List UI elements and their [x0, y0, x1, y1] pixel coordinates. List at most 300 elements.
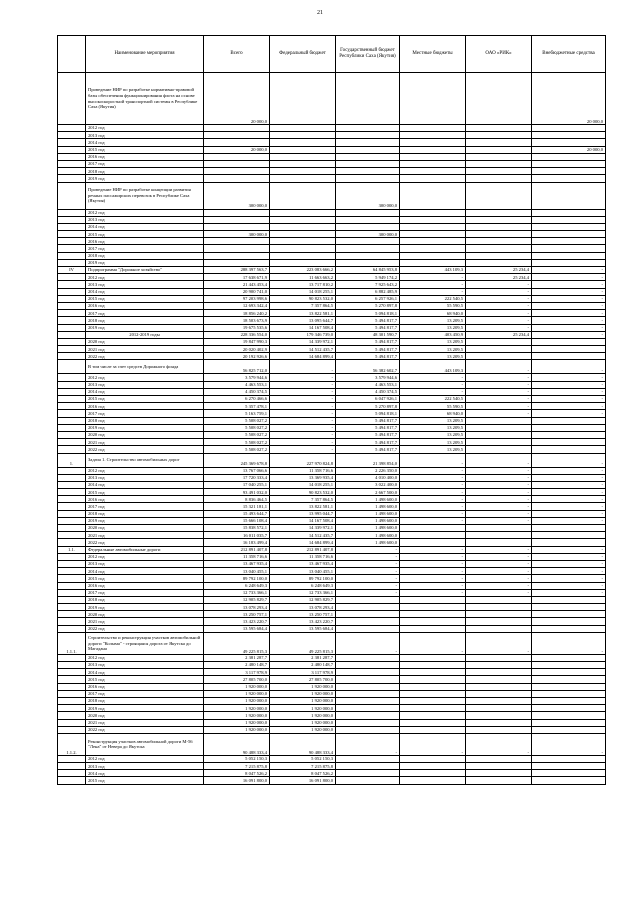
value-cell: 17 040 255,1	[204, 481, 270, 488]
row-label-cell: 2015 год	[86, 777, 204, 784]
value-cell	[532, 231, 606, 238]
row-label-cell: 2021 год	[86, 346, 204, 353]
value-cell: 1 920 000,0	[204, 705, 270, 712]
value-cell: 13 209,5	[400, 346, 466, 353]
row-number-cell	[58, 424, 86, 431]
value-cell	[270, 238, 336, 245]
value-cell	[532, 338, 606, 345]
value-cell	[532, 139, 606, 146]
row-label-cell: 2022 год	[86, 539, 204, 546]
value-cell: 1 498 600,0	[336, 510, 400, 517]
value-cell: 2 381 287,7	[270, 654, 336, 661]
value-cell: 4 463 553,1	[336, 381, 400, 388]
row-label-cell: 2013 год	[86, 662, 204, 669]
value-cell: 13 467 935,4	[270, 560, 336, 567]
value-cell: 13 822 581,1	[270, 503, 336, 510]
value-cell	[466, 175, 532, 182]
row-number-cell	[58, 295, 86, 302]
value-cell	[400, 755, 466, 762]
value-cell: 13 369 935,4	[270, 474, 336, 481]
value-cell	[336, 252, 400, 259]
value-cell	[466, 726, 532, 733]
table-row	[58, 474, 606, 481]
value-cell: 222 540,5	[400, 396, 466, 403]
row-label-cell: 2019 год	[86, 424, 204, 431]
value-cell: 97 203 998,6	[204, 295, 270, 302]
value-cell	[204, 139, 270, 146]
value-cell: 245 369 678,8	[204, 453, 270, 467]
value-cell	[532, 216, 606, 223]
value-cell: 16 183 499,4	[204, 539, 270, 546]
value-cell	[270, 153, 336, 160]
table-row	[58, 625, 606, 632]
value-cell	[532, 532, 606, 539]
value-cell: 20 000,0	[204, 146, 270, 153]
row-label-cell: В том числе за счет средств Дорожного фонда	[86, 360, 204, 374]
value-cell: -	[336, 568, 400, 575]
value-cell: -	[466, 474, 532, 481]
value-cell: 5 494 817,7	[336, 446, 400, 453]
value-cell	[466, 446, 532, 453]
value-cell: 20 900 741,0	[204, 288, 270, 295]
row-number-cell	[58, 302, 86, 309]
value-cell: -	[400, 453, 466, 467]
value-cell	[532, 182, 606, 209]
row-label-cell: 2015 год	[86, 676, 204, 683]
value-cell: 2 381 287,7	[204, 654, 270, 661]
table-row	[58, 618, 606, 625]
value-cell	[204, 238, 270, 245]
value-cell: 3 022 400,0	[336, 481, 400, 488]
value-cell	[336, 719, 400, 726]
table-row	[58, 733, 606, 755]
value-cell: 19 847 990,3	[204, 338, 270, 345]
row-number-cell	[58, 403, 86, 410]
table-row	[58, 662, 606, 669]
table-row	[58, 160, 606, 167]
value-cell	[466, 153, 532, 160]
value-cell	[400, 532, 466, 539]
value-cell	[204, 209, 270, 216]
row-number-cell	[58, 662, 86, 669]
value-cell: -	[532, 489, 606, 496]
value-cell: -	[400, 281, 466, 288]
table-row	[58, 381, 606, 388]
row-number-cell	[58, 245, 86, 252]
value-cell: -	[466, 553, 532, 560]
row-number-cell	[58, 410, 86, 417]
table-row	[58, 331, 606, 338]
value-cell: 15 493 644,7	[204, 510, 270, 517]
table-row	[58, 676, 606, 683]
value-cell: -	[270, 403, 336, 410]
value-cell: -	[532, 396, 606, 403]
value-cell: 223 083 666,2	[270, 267, 336, 274]
value-cell: -	[532, 553, 606, 560]
value-cell	[532, 719, 606, 726]
value-cell: -	[466, 310, 532, 317]
value-cell: 13 822 581,1	[270, 310, 336, 317]
table-row	[58, 182, 606, 209]
value-cell: -	[532, 403, 606, 410]
value-cell: -	[532, 568, 606, 575]
value-cell	[466, 132, 532, 139]
row-number-cell	[58, 274, 86, 281]
row-label-cell: 2014 год	[86, 139, 204, 146]
value-cell: 300 000,0	[336, 231, 400, 238]
value-cell	[336, 690, 400, 697]
table-row	[58, 481, 606, 488]
value-cell	[270, 168, 336, 175]
value-cell: 8 047 526,2	[270, 770, 336, 777]
row-label-cell: 2014 год	[86, 669, 204, 676]
value-cell: 5 508 027,2	[204, 424, 270, 431]
value-cell: 13 209,5	[400, 317, 466, 324]
table-row	[58, 231, 606, 238]
value-cell	[336, 146, 400, 153]
value-cell	[466, 596, 532, 603]
value-cell	[466, 763, 532, 770]
row-number-cell	[58, 568, 86, 575]
value-cell: -	[270, 424, 336, 431]
row-number-cell	[58, 539, 86, 546]
value-cell: 13 209,5	[400, 324, 466, 331]
value-cell	[336, 209, 400, 216]
value-cell: -	[532, 503, 606, 510]
row-number-cell	[58, 712, 86, 719]
value-cell	[400, 662, 466, 669]
value-cell: 1 920 000,0	[204, 690, 270, 697]
row-label-cell: 2013 год	[86, 281, 204, 288]
value-cell: 90 488 333,4	[204, 733, 270, 755]
value-cell: -	[466, 381, 532, 388]
value-cell	[336, 712, 400, 719]
table-row	[58, 168, 606, 175]
value-cell: -	[466, 568, 532, 575]
table-row	[58, 396, 606, 403]
value-cell	[532, 417, 606, 424]
value-cell: -	[466, 288, 532, 295]
table-row	[58, 153, 606, 160]
value-cell: -	[400, 582, 466, 589]
value-cell	[336, 175, 400, 182]
value-cell: -	[400, 517, 466, 524]
value-cell	[204, 168, 270, 175]
row-label-cell: 2019 год	[86, 259, 204, 266]
value-cell: 64 845 953,8	[336, 267, 400, 274]
table-row	[58, 252, 606, 259]
row-number-cell	[58, 654, 86, 661]
row-label-cell: 2014 год	[86, 288, 204, 295]
value-cell	[532, 618, 606, 625]
value-cell: 14 339 972,1	[270, 338, 336, 345]
value-cell: -	[466, 396, 532, 403]
value-cell	[532, 209, 606, 216]
row-label-cell: 2017 год	[86, 690, 204, 697]
value-cell	[466, 431, 532, 438]
value-cell: -	[270, 381, 336, 388]
value-cell	[400, 770, 466, 777]
row-number-cell: 1.1.1.	[58, 632, 86, 654]
value-cell	[400, 252, 466, 259]
value-cell	[532, 153, 606, 160]
value-cell: 179 346 739,0	[270, 331, 336, 338]
value-cell: 55 590,5	[400, 403, 466, 410]
value-cell: 14 018 255,1	[270, 288, 336, 295]
value-cell: -	[532, 496, 606, 503]
table-row	[58, 589, 606, 596]
value-cell	[532, 525, 606, 532]
row-number-cell	[58, 168, 86, 175]
value-cell	[532, 238, 606, 245]
value-cell: -	[466, 496, 532, 503]
value-cell: -	[336, 733, 400, 755]
value-cell	[532, 160, 606, 167]
value-cell	[336, 132, 400, 139]
value-cell	[466, 252, 532, 259]
value-cell: 1 920 000,0	[270, 683, 336, 690]
table-row	[58, 216, 606, 223]
value-cell	[336, 683, 400, 690]
value-cell: -	[270, 374, 336, 381]
value-cell: 12 733 366,1	[204, 589, 270, 596]
value-cell	[204, 259, 270, 266]
value-cell: 3 579 944,6	[336, 374, 400, 381]
value-cell: 5 508 027,2	[204, 439, 270, 446]
value-cell	[270, 146, 336, 153]
value-cell: -	[532, 481, 606, 488]
table-row	[58, 374, 606, 381]
table-row	[58, 453, 606, 467]
value-cell: 89 792 100,0	[270, 575, 336, 582]
value-cell: 12 905 829,7	[270, 596, 336, 603]
value-cell: 19 675 535,6	[204, 324, 270, 331]
value-cell: 56 382 602,7	[336, 360, 400, 374]
row-label-cell: 2021 год	[86, 439, 204, 446]
value-cell: 7 925 643,2	[336, 281, 400, 288]
value-cell: -	[336, 560, 400, 567]
value-cell	[466, 417, 532, 424]
value-cell: 2 667 500,0	[336, 489, 400, 496]
value-cell	[400, 654, 466, 661]
row-number-cell: 1.1.2.	[58, 733, 86, 755]
table-row	[58, 295, 606, 302]
value-cell	[532, 539, 606, 546]
table-row	[58, 532, 606, 539]
row-label-cell: 2016 год	[86, 683, 204, 690]
value-cell: 13 467 935,4	[204, 560, 270, 567]
value-cell: 5 270 897,8	[336, 403, 400, 410]
row-label-cell: 2015 год	[86, 295, 204, 302]
row-label-cell: 2019 год	[86, 705, 204, 712]
row-number-cell	[58, 489, 86, 496]
value-cell: -	[532, 288, 606, 295]
row-label-cell: 2017 год	[86, 160, 204, 167]
value-cell	[400, 763, 466, 770]
row-label-cell: 2012 год	[86, 125, 204, 132]
value-cell	[532, 252, 606, 259]
value-cell	[270, 125, 336, 132]
row-label-cell: 2016 год	[86, 153, 204, 160]
value-cell: -	[532, 582, 606, 589]
row-number-cell	[58, 381, 86, 388]
value-cell	[336, 669, 400, 676]
row-number-cell	[58, 467, 86, 474]
table-row	[58, 288, 606, 295]
value-cell	[532, 125, 606, 132]
row-label-cell: 2013 год	[86, 560, 204, 567]
value-cell: -	[532, 317, 606, 324]
value-cell	[532, 596, 606, 603]
row-number-cell	[58, 446, 86, 453]
value-cell	[466, 525, 532, 532]
value-cell	[270, 231, 336, 238]
value-cell: 20 000,0	[204, 73, 270, 125]
value-cell: 89 792 100,0	[204, 575, 270, 582]
value-cell	[532, 259, 606, 266]
value-cell	[336, 662, 400, 669]
value-cell: 5 494 817,7	[336, 338, 400, 345]
value-cell: 13 595 684,4	[204, 625, 270, 632]
value-cell	[466, 139, 532, 146]
value-cell: -	[532, 632, 606, 654]
value-cell: 1 920 000,0	[204, 719, 270, 726]
row-number-cell	[58, 317, 86, 324]
value-cell	[532, 245, 606, 252]
table-row	[58, 238, 606, 245]
row-number-cell	[58, 575, 86, 582]
row-number-cell	[58, 223, 86, 230]
value-cell: 4 450 374,5	[204, 388, 270, 395]
value-cell: 16 011 035,7	[204, 532, 270, 539]
row-label-cell: 2013 год	[86, 216, 204, 223]
value-cell	[204, 175, 270, 182]
row-number-cell	[58, 690, 86, 697]
value-cell: 11 358 716,6	[270, 553, 336, 560]
row-number-cell	[58, 625, 86, 632]
value-cell: 15 838 572,1	[204, 525, 270, 532]
row-number-cell	[58, 525, 86, 532]
row-number-cell	[58, 669, 86, 676]
value-cell	[466, 539, 532, 546]
row-number-cell	[58, 331, 86, 338]
value-cell: -	[466, 546, 532, 553]
value-cell	[532, 625, 606, 632]
value-cell	[466, 73, 532, 125]
value-cell: -	[466, 510, 532, 517]
value-cell	[466, 755, 532, 762]
value-cell	[270, 223, 336, 230]
value-cell: -	[270, 360, 336, 374]
value-cell	[466, 245, 532, 252]
value-cell: 20 020 402,9	[204, 346, 270, 353]
row-number-cell	[58, 360, 86, 374]
value-cell: 13 040 455,1	[204, 568, 270, 575]
value-cell: 5 163 759,1	[204, 410, 270, 417]
value-cell: -	[400, 575, 466, 582]
row-label-cell: 2012 год	[86, 209, 204, 216]
table-row	[58, 467, 606, 474]
row-label-cell: 2020 год	[86, 431, 204, 438]
value-cell: 25 234,4	[466, 267, 532, 274]
value-cell: -	[400, 560, 466, 567]
value-cell: 13 040 455,1	[270, 568, 336, 575]
value-cell: -	[532, 467, 606, 474]
row-label-cell: 2012 год	[86, 654, 204, 661]
value-cell: 20 192 926,6	[204, 353, 270, 360]
value-cell: -	[336, 589, 400, 596]
table-row	[58, 281, 606, 288]
value-cell: 2 226 350,0	[336, 467, 400, 474]
value-cell	[336, 755, 400, 762]
value-cell: -	[400, 568, 466, 575]
value-cell: 49 225 815,3	[204, 632, 270, 654]
table-row	[58, 770, 606, 777]
row-label-cell: 2015 год	[86, 575, 204, 582]
value-cell: 5 494 817,7	[336, 317, 400, 324]
row-label-cell: 2015 год	[86, 231, 204, 238]
value-cell: -	[532, 274, 606, 281]
value-cell: -	[532, 733, 606, 755]
value-cell	[466, 697, 532, 704]
value-cell	[400, 669, 466, 676]
value-cell: -	[466, 302, 532, 309]
value-cell: 17 638 671,9	[204, 274, 270, 281]
value-cell: -	[532, 510, 606, 517]
value-cell: -	[466, 374, 532, 381]
table-row	[58, 139, 606, 146]
row-label-cell: 2022 год	[86, 446, 204, 453]
value-cell	[400, 539, 466, 546]
value-cell: 27 805 700,0	[270, 676, 336, 683]
table-row	[58, 596, 606, 603]
value-cell	[400, 231, 466, 238]
value-cell	[336, 654, 400, 661]
table-row	[58, 496, 606, 503]
value-cell: 8 047 526,2	[204, 770, 270, 777]
value-cell: 6 882 485,9	[336, 288, 400, 295]
value-cell: -	[532, 331, 606, 338]
table-row	[58, 611, 606, 618]
header-cell: Внебюджетные средства	[532, 36, 606, 73]
row-number-cell	[58, 175, 86, 182]
value-cell: 6 270 466,6	[204, 396, 270, 403]
value-cell: 3 117 978,9	[270, 669, 336, 676]
value-cell	[532, 669, 606, 676]
table-row	[58, 274, 606, 281]
row-label-cell: 2012 год	[86, 553, 204, 560]
value-cell	[270, 73, 336, 125]
value-cell	[466, 683, 532, 690]
value-cell: 5 494 817,7	[336, 417, 400, 424]
row-number-cell	[58, 582, 86, 589]
row-label-cell: 2021 год	[86, 532, 204, 539]
value-cell: 13 717 810,2	[270, 281, 336, 288]
value-cell: -	[532, 560, 606, 567]
row-label-cell: 2012 год	[86, 755, 204, 762]
value-cell: -	[532, 360, 606, 374]
table-row	[58, 446, 606, 453]
value-cell: -	[532, 267, 606, 274]
row-label-cell: 2018 год	[86, 510, 204, 517]
value-cell	[400, 175, 466, 182]
value-cell	[466, 690, 532, 697]
value-cell: 90 823 532,0	[270, 295, 336, 302]
value-cell: -	[532, 388, 606, 395]
value-cell: 25 234,4	[466, 331, 532, 338]
row-label-cell: 2016 год	[86, 496, 204, 503]
value-cell: 55 590,5	[400, 302, 466, 309]
